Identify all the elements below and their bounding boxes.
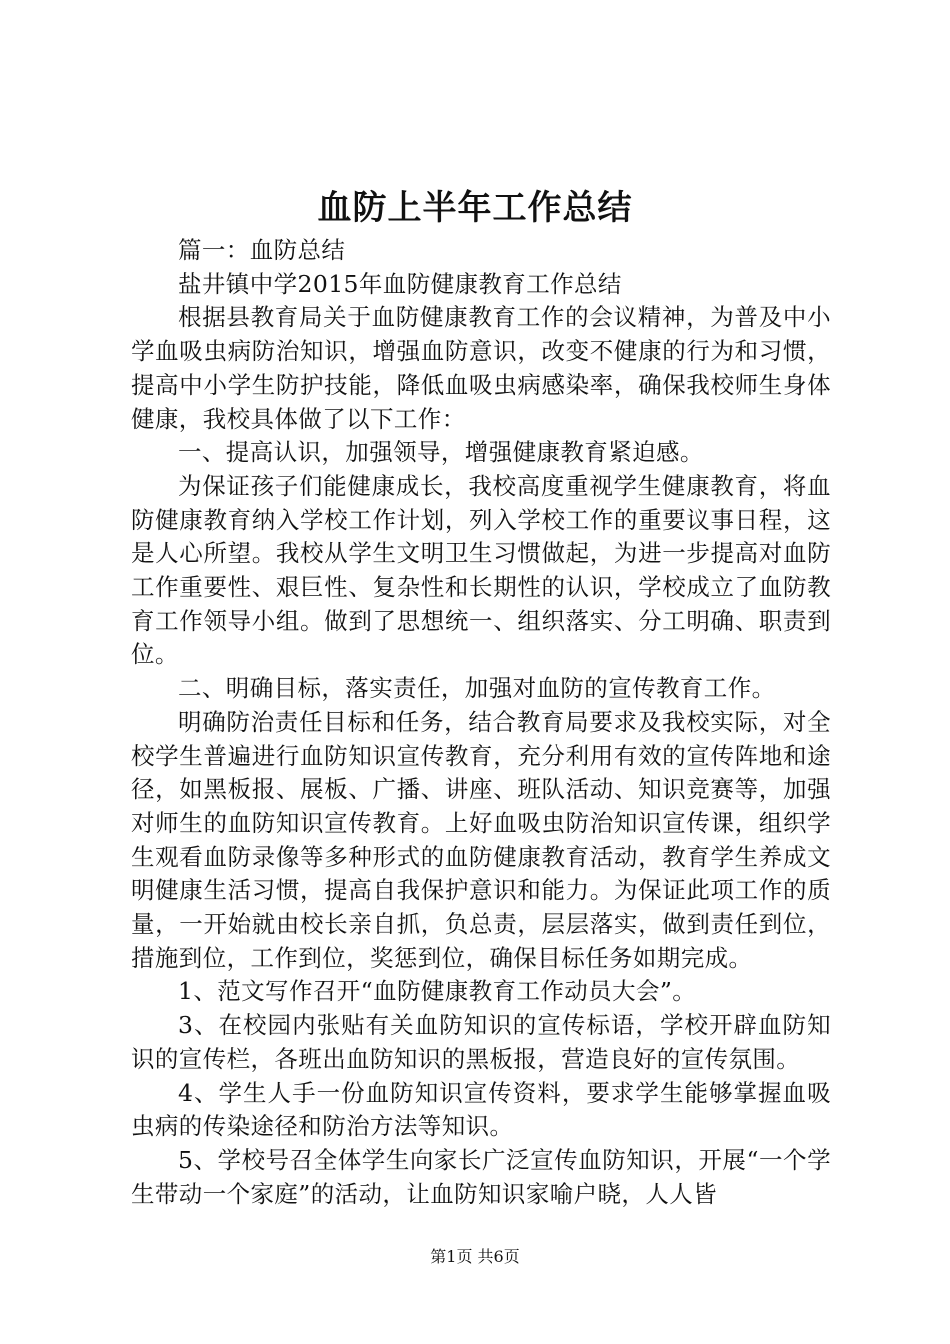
- paragraph-body: 明确防治责任目标和任务，结合教育局要求及我校实际，对全校学生普遍进行血防知识宣传教育，充分利用有效的宣传阵地和途径，如黑板报、展板、广播、讲座、班队活动、知识竞赛等，加强对师生的血防知识宣传教育。上好血吸虫防治知识宣传课，组织学生观看血防录像等多种形式的血防健康教育活动，教育学生养成文明健康生活习惯，提高自我保护意识和能力。为保证此项工作的质量，一开始就由校长亲自抓，负总责，层层落实，做到责任到位，措施到位，工作到位，奖惩到位，确保目标任务如期完成。: [131, 707, 831, 972]
- document-title: 血防上半年工作总结: [317, 188, 633, 228]
- paragraph-item: 3、在校园内张贴有关血防知识的宣传标语，学校开辟血防知识的宣传栏，各班出血防知识的黑板报，营造良好的宣传氛围。: [131, 1011, 831, 1073]
- page-number-footer: 第1页 共6页: [430, 1247, 520, 1266]
- document-body: [131, 234, 831, 1211]
- paragraph-item: 4、学生人手一份血防知识宣传资料，要求学生能够掌握血吸虫病的传染途径和防治方法等知识。: [131, 1078, 831, 1141]
- paragraph-body: 为保证孩子们能健康成长，我校高度重视学生健康教育，将血防健康教育纳入学校工作计划，列入学校工作的重要议事日程，这是人心所望。我校从学生文明卫生习惯做起，为进一步提高对血防工作重要性、艰巨性、复杂性和长期性的认识，学校成立了血防教育工作领导小组。做到了思想统一、组织落实、分工明确、职责到位。: [131, 471, 831, 669]
- paragraph-subtitle: 盐井镇中学2015年血防健康教育工作总结: [178, 269, 622, 298]
- paragraph-section-heading: 篇一：血防总结: [178, 236, 346, 264]
- paragraph-item: 5、学校号召全体学生向家长广泛宣传血防知识，开展“一个学生带动一个家庭”的活动，让血防知识家喻户晓，人人皆: [131, 1145, 831, 1208]
- paragraph-heading-one: 一、提高认识，加强领导，增强健康教育紧迫感。: [178, 438, 704, 467]
- paragraph-item: 1、范文写作召开“血防健康教育工作动员大会”。: [178, 977, 697, 1006]
- paragraph-intro: 根据县教育局关于血防健康教育工作的会议精神，为普及中小学血吸虫病防治知识，增强血防意识，改变不健康的行为和习惯，提高中小学生防护技能，降低血吸虫病感染率，确保我校师生身体健康，我校具体做了以下工作：: [131, 303, 831, 433]
- paragraph-heading-two: 二、明确目标，落实责任，加强对血防的宣传教育工作。: [178, 674, 776, 703]
